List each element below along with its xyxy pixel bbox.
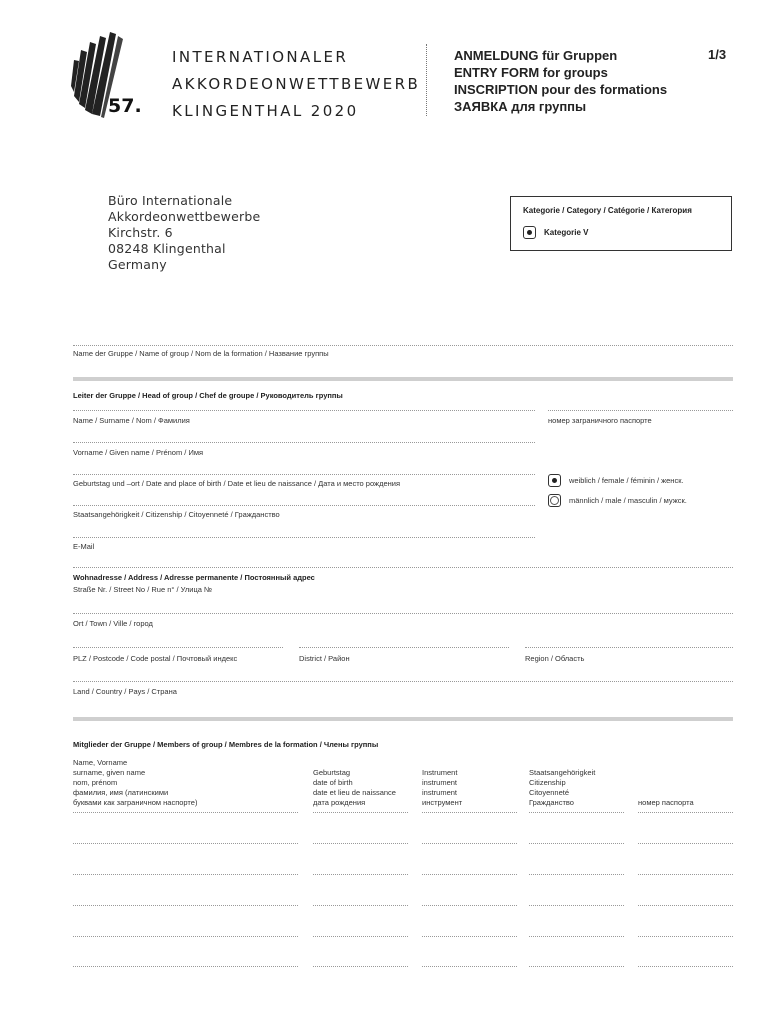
leader-heading: Leiter der Gruppe / Head of group / Chef de groupe / Руководитель группы [73, 391, 343, 400]
male-radio-icon[interactable] [548, 494, 561, 507]
group-name-field[interactable] [73, 345, 733, 346]
member-cell-r5-c0[interactable] [73, 966, 298, 967]
member-cell-r0-c3 [529, 812, 624, 813]
member-cell-r5-c3[interactable] [529, 966, 624, 967]
postcode-field[interactable] [73, 647, 283, 648]
member-cell-r2-c0[interactable] [73, 874, 298, 875]
male-label: männlich / male / masculin / мужск. [569, 496, 687, 505]
member-cell-r5-c1[interactable] [313, 966, 408, 967]
edition-number: 57. [108, 95, 142, 117]
passport-label: номер заграничного паспорте [548, 416, 652, 425]
members-heading: Mitglieder der Gruppe / Members of group / Membres de la formation / Члены группы [73, 740, 379, 749]
member-cell-r4-c2[interactable] [422, 936, 517, 937]
category-box [510, 196, 732, 251]
category-radio-checked-icon[interactable] [523, 226, 536, 239]
member-cell-r5-c4[interactable] [638, 966, 733, 967]
gender-female[interactable] [548, 474, 684, 487]
street-label: Straße Nr. / Street No / Rue n° / Улица № [73, 585, 213, 594]
member-cell-r2-c4[interactable] [638, 874, 733, 875]
member-cell-r0-c0 [73, 812, 298, 813]
member-cell-r0-c4 [638, 812, 733, 813]
category-heading: Kategorie / Category / Catégorie / Категория [523, 206, 692, 215]
header-divider [426, 44, 427, 116]
member-cell-r3-c2[interactable] [422, 905, 517, 906]
member-cell-r1-c2[interactable] [422, 843, 517, 844]
surname-label: Name / Surname / Nom / Фамилия [73, 416, 190, 425]
section-divider-2 [73, 717, 733, 721]
given-name-label: Vorname / Given name / Prénom / Имя [73, 448, 204, 457]
passport-field[interactable] [548, 410, 733, 411]
col-passport-header: номер паспорта [638, 798, 694, 807]
col-birth-header: Geburtstag date of birth date et lieu de naissance дата рождения [313, 768, 396, 807]
region-label: Region / Область [525, 654, 585, 663]
email-label: E-Mail [73, 542, 95, 551]
member-cell-r1-c0[interactable] [73, 843, 298, 844]
member-cell-r4-c0[interactable] [73, 936, 298, 937]
member-cell-r0-c2 [422, 812, 517, 813]
col-name-header: Name, Vorname surname, given name nom, prénom фамилия, имя (латинскими буквами как заграничном наспорте) [73, 758, 198, 807]
member-cell-r0-c1 [313, 812, 408, 813]
member-cell-r3-c3[interactable] [529, 905, 624, 906]
surname-field[interactable] [73, 410, 535, 411]
member-cell-r2-c2[interactable] [422, 874, 517, 875]
member-cell-r2-c1[interactable] [313, 874, 408, 875]
section-divider [73, 377, 733, 381]
member-cell-r3-c4[interactable] [638, 905, 733, 906]
citizenship-field[interactable] [73, 505, 535, 506]
category-option-label: Kategorie V [544, 228, 589, 237]
district-label: District / Район [299, 654, 350, 663]
region-field[interactable] [525, 647, 733, 648]
town-field[interactable] [73, 613, 733, 614]
member-cell-r4-c4[interactable] [638, 936, 733, 937]
col-instrument-header: Instrument instrument instrument инструмент [422, 768, 463, 807]
town-label: Ort / Town / Ville / город [73, 619, 153, 628]
address-top-line [73, 567, 733, 568]
group-name-label: Name der Gruppe / Name of group / Nom de la formation / Название группы [73, 349, 329, 358]
member-cell-r1-c1[interactable] [313, 843, 408, 844]
member-cell-r3-c1[interactable] [313, 905, 408, 906]
female-radio-checked-icon[interactable] [548, 474, 561, 487]
event-title: INTERNATIONALER AKKORDEONWETTBEWERB KLINGENTHAL 2020 [172, 48, 421, 120]
address-heading: Wohnadresse / Address / Adresse permanente / Постоянный адрес [73, 573, 315, 582]
email-field[interactable] [73, 537, 535, 538]
citizenship-label: Staatsangehörigkeit / Citizenship / Citoyenneté / Гражданство [73, 510, 280, 519]
birth-field[interactable] [73, 474, 535, 475]
gender-male[interactable] [548, 494, 687, 507]
member-cell-r3-c0[interactable] [73, 905, 298, 906]
form-title: ANMELDUNG für Gruppen ENTRY FORM for groups INSCRIPTION pour des formations ЗАЯВКА для группы [454, 48, 668, 114]
district-field[interactable] [299, 647, 509, 648]
member-cell-r4-c1[interactable] [313, 936, 408, 937]
country-field[interactable] [73, 681, 733, 682]
given-name-field[interactable] [73, 442, 535, 443]
member-cell-r5-c2[interactable] [422, 966, 517, 967]
category-option[interactable] [523, 226, 719, 239]
birth-label: Geburtstag und –ort / Date and place of birth / Date et lieu de naissance / Дата и место рождения [73, 479, 401, 488]
recipient-address: Büro Internationale Akkordeonwettbewerbe Kirchstr. 6 08248 Klingenthal Germany [108, 193, 261, 272]
page-number: 1/3 [708, 47, 727, 62]
female-label: weiblich / female / féminin / женск. [569, 476, 684, 485]
postcode-label: PLZ / Postcode / Code postal / Почтовый индекс [73, 654, 238, 663]
member-cell-r1-c4[interactable] [638, 843, 733, 844]
col-citizenship-header: Staatsangehörigkeit Citizenship Citoyenneté Гражданство [529, 768, 596, 807]
member-cell-r2-c3[interactable] [529, 874, 624, 875]
member-cell-r1-c3[interactable] [529, 843, 624, 844]
member-cell-r4-c3[interactable] [529, 936, 624, 937]
country-label: Land / Country / Pays / Страна [73, 687, 177, 696]
